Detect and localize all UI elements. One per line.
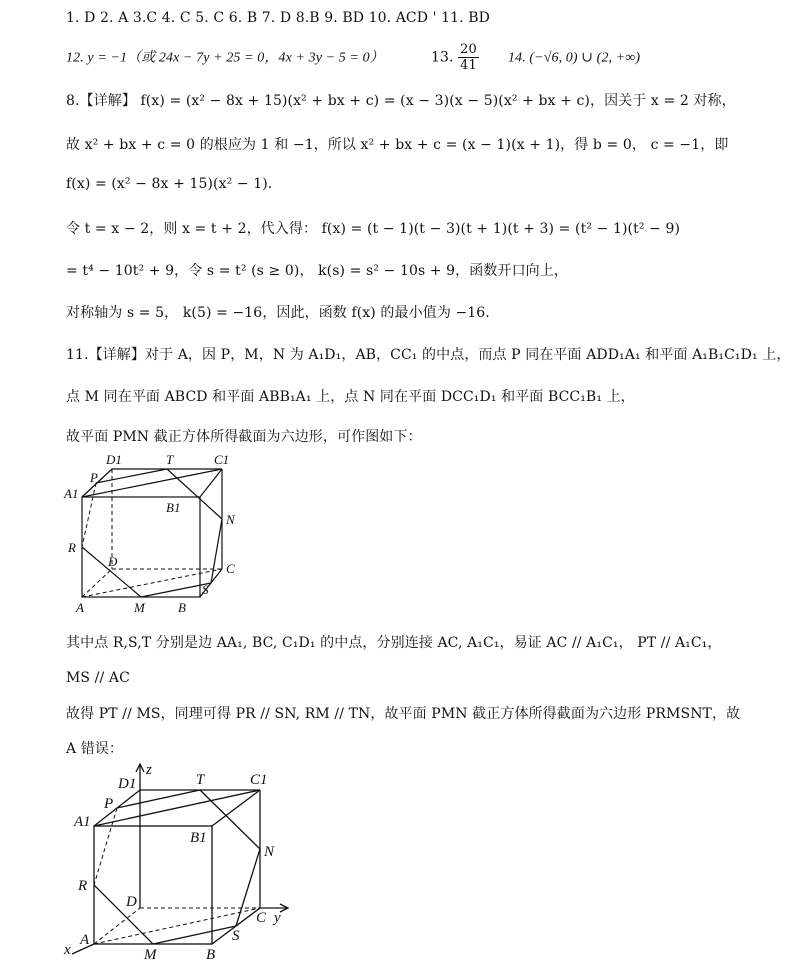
q11-line-4: 其中点 R,S,T 分别是边 AA₁, BC, C₁D₁ 的中点，分别连接 AC, A₁C₁，易证 AC // A₁C₁， PT // A₁C₁， <box>66 635 722 651</box>
answer-13-denominator: 41 <box>460 58 477 73</box>
answer-14: 14. (−√6, 0) ∪ (2, +∞) <box>508 50 641 66</box>
fig2-label-b: B <box>206 947 216 960</box>
cube1-hidden-ad <box>82 569 112 597</box>
fig2-label-p: P <box>104 796 114 812</box>
fig1-label-c1: C1 <box>214 452 230 467</box>
cube1-section-a1c1 <box>82 469 222 497</box>
fig2-label-m: M <box>144 947 157 960</box>
fig1-label-n: N <box>226 512 235 527</box>
fig1-label-a1: A1 <box>64 486 79 501</box>
cube1-section-ns <box>211 519 222 583</box>
cube-figure-2 <box>60 760 300 960</box>
fig2-label-r: R <box>78 878 88 894</box>
fig2-label-a1: A1 <box>74 814 91 830</box>
fig1-label-a: A <box>76 600 84 615</box>
q8-line-5: = t⁴ − 10t² + 9，令 s = t² (s ≥ 0)， k(s) = s² − 10s + 9，函数开口向上， <box>66 263 568 279</box>
fig2-label-c1: C1 <box>250 772 268 788</box>
q11-line-1: 11.【详解】对于 A，因 P，M，N 为 A₁D₁，AB，CC₁ 的中点，而点 P 同在平面 ADD₁A₁ 和平面 A₁B₁C₁D₁ 上， <box>66 347 791 363</box>
fig1-label-s: S <box>202 582 209 597</box>
cube1-hidden-pr <box>82 483 96 547</box>
cube2-section-mr <box>94 885 153 944</box>
answer-13-fraction <box>458 42 479 73</box>
q8-line-4: 令 t = x − 2，则 x = t + 2，代入得： f(x) = (t − 1)(t − 3)(t + 1)(t + 3) = (t² − 1)(t² − 9) <box>66 221 681 237</box>
fig1-label-d: D <box>108 554 118 569</box>
q11-line-7: A 错误： <box>66 741 124 757</box>
q8-line-6: 对称轴为 s = 5， k(5) = −16，因此，函数 f(x) 的最小值为 −16. <box>66 305 490 321</box>
fig1-label-d1: D1 <box>106 452 122 467</box>
q11-line-3: 故平面 PMN 截正方体所得截面为六边形，可作图如下： <box>66 429 422 445</box>
q11-line-6: 故得 PT // MS，同理可得 PR // SN, RM // TN，故平面 PMN 截正方体所得截面为六边形 PRMSNT，故 <box>66 706 741 722</box>
fig1-label-t: T <box>166 452 174 467</box>
cube1-hidden-ac <box>82 569 222 597</box>
fig2-label-x: x <box>64 942 71 958</box>
answers-row-2 <box>66 42 640 73</box>
fig2-label-s: S <box>232 928 240 944</box>
cube2-section-tn <box>200 790 260 849</box>
answer-13-label: 13. <box>430 49 454 66</box>
q11-line-5: MS // AC <box>66 670 130 686</box>
fig2-label-d1: D1 <box>118 776 137 792</box>
answers-row-1: 1. D 2. A 3.C 4. C 5. C 6. B 7. D 8.B 9. BD 10. ACD ' 11. BD <box>66 10 490 26</box>
cube-figure-1 <box>62 452 242 622</box>
q11-line-2: 点 M 同在平面 ABCD 和平面 ABB₁A₁ 上，点 N 同在平面 DCC₁D₁ 和平面 BCC₁B₁ 上， <box>66 389 635 405</box>
fig1-label-r: R <box>68 540 76 555</box>
fig2-label-d: D <box>126 894 137 910</box>
fig2-label-a: A <box>80 932 90 948</box>
q8-line-2: 故 x² + bx + c = 0 的根应为 1 和 −1，所以 x² + bx + c = (x − 1)(x + 1)，得 b = 0， c = −1，即 <box>66 137 729 153</box>
fig1-label-m: M <box>134 600 145 615</box>
fig2-label-c: C <box>256 910 267 926</box>
fig1-label-c: C <box>226 561 235 576</box>
cube2-hidden-pr <box>94 808 117 885</box>
fig1-label-b: B <box>178 600 186 615</box>
cube1-section-pt <box>96 469 167 483</box>
fig2-label-t: T <box>196 772 205 788</box>
fig2-label-b1: B1 <box>190 830 207 846</box>
fig2-label-n: N <box>264 844 275 860</box>
fig2-label-y: y <box>274 910 281 926</box>
answer-12: 12. y = −1（或 24x − 7y + 25 = 0，4x + 3y − 5 = 0） <box>66 50 384 66</box>
fig2-label-z: z <box>146 762 152 778</box>
fig1-label-p: P <box>90 470 98 485</box>
fig1-label-b1: B1 <box>166 500 181 515</box>
q8-line-3: f(x) = (x² − 8x + 15)(x² − 1). <box>66 176 273 192</box>
cube1-front-face <box>82 497 200 597</box>
answer-13-numerator: 20 <box>460 42 477 57</box>
q8-line-1: 8.【详解】 f(x) = (x² − 8x + 15)(x² + bx + c) = (x − 3)(x − 5)(x² + bx + c)，因关于 x = 2 对称， <box>66 93 736 109</box>
